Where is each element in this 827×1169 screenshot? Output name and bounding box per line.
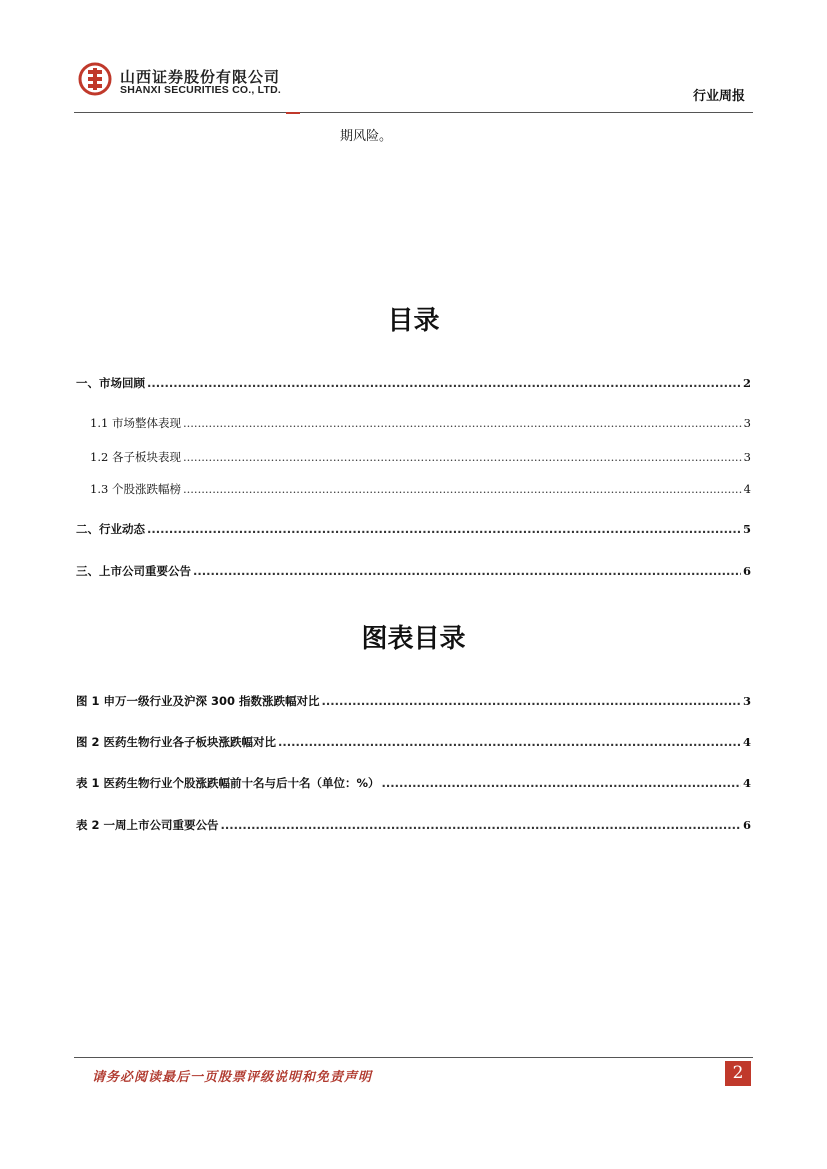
toc-entry[interactable] [76,563,751,579]
figure-toc-entry-label: 图 2 医药生物行业各子板块涨跌幅对比 [76,735,277,749]
figure-toc-entry[interactable] [76,817,751,833]
figure-toc-title: 图表目录 [361,624,466,654]
carry-over-text: 期风险。 [340,129,393,144]
figure-toc-entry-label: 图 1 申万一级行业及沪深 300 指数涨跌幅对比 [76,694,320,708]
company-name-en: SHANXI SECURITIES CO., LTD. [120,84,281,96]
toc-title: 目录 [387,306,440,336]
figure-toc-entry[interactable] [76,775,751,791]
footer-disclaimer: 请务必阅读最后一页股票评级说明和免责声明 [92,1070,373,1085]
report-type-label: 行业周报 [692,89,745,104]
figure-toc-entry-page: 6 [742,818,751,832]
dot-leader [183,482,742,496]
figure-toc-entry-label: 表 1 医药生物行业个股涨跌幅前十名与后十名（单位：%） [76,776,380,790]
dot-leader [322,694,741,708]
toc-entry-label: 1.2 各子板块表现 [90,450,181,464]
dot-leader [183,416,742,430]
company-logo-icon [78,62,112,96]
toc-entry[interactable] [90,449,751,465]
figure-toc-entry-label: 表 2 一周上市公司重要公告 [76,818,219,832]
toc-entry[interactable] [76,521,751,537]
figure-toc-entry-page: 4 [742,735,751,749]
figure-toc-entry-page: 4 [742,776,751,790]
figure-toc-entry[interactable] [76,693,751,709]
toc-entry[interactable] [90,481,751,497]
toc-entry-page: 3 [743,416,751,430]
toc-entry-page: 5 [742,522,751,536]
toc-entry-label: 1.1 市场整体表现 [90,416,181,430]
toc-entry[interactable] [90,415,751,431]
toc-entry-label: 一、市场回顾 [76,376,145,390]
dot-leader [382,776,741,790]
page-number: 2 [725,1061,751,1086]
dot-leader [147,522,741,536]
toc-entry-label: 1.3 个股涨跌幅榜 [90,482,181,496]
footer-divider [74,1057,753,1058]
toc-entry-page: 2 [742,376,751,390]
toc-entry[interactable] [76,375,751,391]
company-name-cn: 山西证券股份有限公司 [120,68,281,86]
toc-entry-page: 3 [743,450,751,464]
figure-toc-entry[interactable] [76,734,751,750]
dot-leader [221,818,741,832]
header-accent-mark [286,112,300,114]
dot-leader [193,564,741,578]
toc-entry-label: 三、上市公司重要公告 [76,564,191,578]
toc-entry-label: 二、行业动态 [76,522,145,536]
figure-toc-entry-page: 3 [742,694,751,708]
dot-leader [147,376,741,390]
dot-leader [183,450,742,464]
header-divider [74,112,753,113]
dot-leader [278,735,741,749]
toc-entry-page: 6 [742,564,751,578]
toc-entry-page: 4 [743,482,751,496]
